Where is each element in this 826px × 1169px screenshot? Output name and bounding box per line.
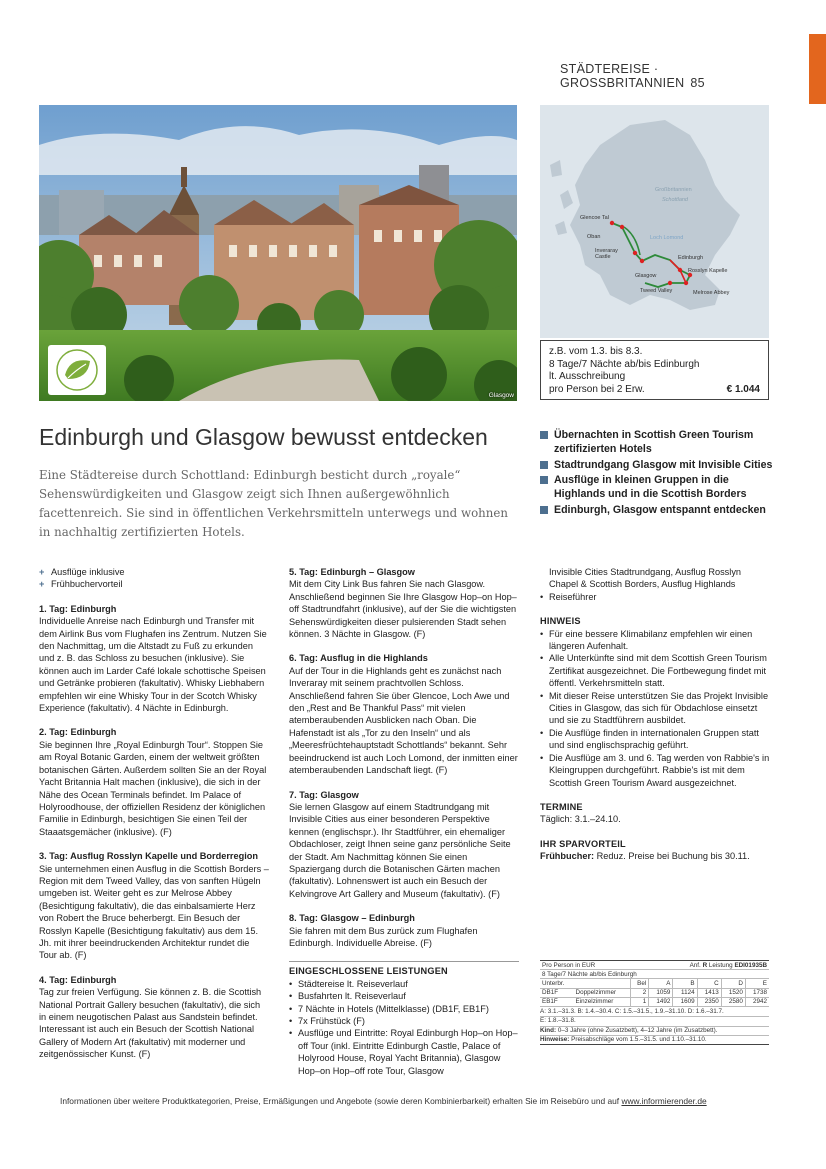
map-label-place: Inveraray Castle <box>595 248 618 260</box>
day-block <box>39 974 269 1061</box>
day-title: 5. Tag: Edinburgh – Glasgow <box>289 567 415 577</box>
included-item-continued: Invisible Cities Stadtrundgang, Ausflug Rosslyn Chapel & Scottish Borders, Ausflug Highlands <box>549 567 742 590</box>
sparvorteil-title: IHR SPARVORTEIL <box>540 838 626 849</box>
day-text: Tag zur freien Verfügung. Sie können z. B. die Scottish National Portrait Gallery besuchen (fakultativ), die sich in einem neugotischen Palast aus Sandstein befindet. Interessant ist auch ein Besuch der Scottish National Gallery of Modern Art (fakultativ) mit moderner und zeitgenössischer Kunst. (F) <box>39 987 262 1060</box>
price-duration: 8 Tage/7 Nächte ab/bis Edinburgh <box>549 358 700 370</box>
itinerary-column-2: 5. Tag: Edinburgh – Glasgow Mit dem City Link Bus fahren Sie nach Glasgow. Anschließend beginnen Sie Ihre Glasgow Hop–on Hop–off Stadtrundfahrt (inklusive), auf der Sie die wichtigsten Sehenswürdigkeiten dieser pulsierenden Stadt sehen können. 3 Nächte in Glasgow. (F) 6. Tag: Ausflug in die Highlands Auf der Tour in die Highlands geht es zunächst nach Inveraray mit seinem prachtvollen Schloss. Anschließend fahren Sie über Glencoe, Loch Awe und den „Rest and Be Thankful Pass“ mit vielen atemberaubenden Ausblicken nach Oban. Die Hafenstadt ist als „Tor zu den Inseln“ und als „Meeresfrüchtehauptstadt Schottlands“ bekannt. Sehr beeindruckend ist auch Loch Lomond, der inmitten einer atemberaubenden Landschaft liegt. (F) 7. Tag: Glasgow Sie lernen Glasgow auf einem Stadtrundgang mit Invisible Cities aus einer besonderen Perspektive kennen (englischspr.). Ihr Stadtführer, ein ehemaliger Obdachloser, zeigt Ihnen seine ganz persönliche Seite der Stadt. Am Nachmittag können Sie einen Spaziergang durch die Botanischen Gärten machen (fakultativ). Lohnenswert ist auch ein Besuch der Kelvingrove Art Gallery and Museum (fakultativ). (F) 8. Tag: Glasgow – Edinburgh Sie fahren mit dem Bus zurück zum Flughafen Edinburgh. Individuelle Abreise. (F) EINGESCHLOSSENE LEISTUNGEN • Städtereise lt. Reiseverlauf • Busfahrten lt. Reiseverlauf • 7 Nächte in Hotels (Mittelklasse) (DB1F, EB1F) • 7x Frühstück (F) • Ausflüge und Eintritte: Royal Edinburgh Hop–on Hop–off Tour (inkl. Eintritte Edinburgh Castle, Palace of Holyrood House, Royal Yacht Britannia), Glasgow Hop–on Hop–off rote Tour, Glasgow <box>289 567 518 1076</box>
day-block <box>39 603 269 715</box>
extra-item: Frühbuchervorteil <box>51 579 123 590</box>
table-row: DB1F Doppelzimmer 2 1059 1124 1413 1520 1738 <box>542 989 767 997</box>
table-subtitle: 8 Tage/7 Nächte ab/bis Edinburgh <box>540 970 769 979</box>
highlight-item: Edinburgh, Glasgow entspannt entdecken <box>540 503 780 517</box>
green-tourism-leaf-icon <box>48 345 106 395</box>
day-text: Individuelle Anreise nach Edinburgh und Transfer mit dem Airlink Bus vom Flughafen ins Zentrum. Nutzen Sie den Nachmittag, um die Altstadt zu Fuß zu erkunden und z. B. das Schloss zu besuchen (inklusive). Sie können auch im Larder Café lokale schottische Speisen und Getränke probieren (fakultativ). Whisky Liebhabern empfehlen wir eine Whisky Tour in der Scotch Whisky Experience (fakultativ). 4 Nächte in Edinburgh. <box>39 616 267 714</box>
extra-item: Ausflüge inklusive <box>51 567 125 577</box>
map-label-place: Rosslyn Kapelle <box>688 268 728 274</box>
itinerary-column-1 <box>39 566 269 1073</box>
included-item: 7x Frühstück (F) <box>298 1016 365 1026</box>
map-label-place: Glencoe Tal <box>580 215 609 221</box>
page-number: 85 <box>690 76 705 90</box>
price-value: € 1.044 <box>726 383 760 395</box>
included-item: Reiseführer <box>549 591 597 602</box>
day-text: Sie beginnen Ihre „Royal Edinburgh Tour“. Stoppen Sie am Royal Botanic Garden, einem der weltweit größten botanischen Gärten. Außerdem sollten Sie an der Royal Yacht Britannia Halt machen (inklusive), die sich in der Nähe des Ocean Terminals befindet. Im Palace of Holyroodhouse, der offiziellen Residenz der königlichen Familie in Edinburgh, besichtigen Sie einen Teil der Staaatsgemächer (inklusive). (F) <box>39 739 267 837</box>
table-row: EB1F Einzelzimmer 1 1492 1609 2350 2580 2942 <box>542 998 767 1006</box>
sparvorteil-label: Frühbucher: <box>540 851 595 862</box>
day-title: 7. Tag: Glasgow <box>289 789 359 800</box>
price-box <box>540 340 769 400</box>
table-head-right: Anf. R Leistung EDI01935B <box>649 961 769 970</box>
included-item: Busfahrten lt. Reiseverlauf <box>298 991 406 1002</box>
city-illustration <box>39 105 517 401</box>
info-column: Invisible Cities Stadtrundgang, Ausflug Rosslyn Chapel & Scottish Borders, Ausflug Highlands • Reiseführer HINWEIS • Für eine bessere Klimabilanz empfehlen wir einen längeren Aufenhalt. • Alle Unterkünfte sind mit dem Scottish Green Tourism Zertifikat ausgezeichnet. Die Fortbewegung findet mit öffentl. Verkehrsmitteln statt. • Mit dieser Reise unterstützen Sie das Projekt Invisible Cities in Glasgow, das sich für Obdachlose einsetzt und sie zu Stadtführern ausbildet. • Die Ausflüge finden in internationalen Gruppen statt und sind englischsprachig geführt. • Die Ausflüge am 3. und 6. Tag werden von Rabbie's in Kleingruppen durchgeführt. Rabbie's ist mit dem Scottish Green Tourism Award ausgezeichnet. TERMINE Täglich: 3.1.–24.10. IHR SPARVORTEIL Frühbucher: Reduz. Preise bei Buchung bis 30.11. <box>540 567 770 862</box>
hinweis-title: HINWEIS <box>540 616 581 627</box>
price-table <box>540 960 769 1045</box>
included-item: Städtereise lt. Reiseverlauf <box>298 978 408 989</box>
hinweis-item: Mit dieser Reise unterstützen Sie das Projekt Invisible Cities in Glasgow, das sich für Obdachlose einsetzt und sie zu Stadtführern ausbildet. <box>549 690 769 726</box>
glasgow-photo <box>39 105 517 401</box>
hinweis-item: Alle Unterkünfte sind mit dem Scottish Green Tourism Zertifikat ausgezeichnet. Die Fortbewegung findet mit öffentl. Verkehrsmitteln statt. <box>549 653 767 689</box>
day-title: 2. Tag: Edinburgh <box>39 727 117 738</box>
day-title: 1. Tag: Edinburgh <box>39 603 117 614</box>
day-text: Mit dem City Link Bus fahren Sie nach Glasgow. Anschließend beginnen Sie Ihre Glasgow Hop–on Hop–off Stadtrundfahrt (inklusive), auf der Sie die wichtigsten Sehenswürdigkeiten dieser pulsierenden Stadt sehen können. 3 Nächte in Glasgow. (F) <box>289 579 517 640</box>
termine-title: TERMINE <box>540 801 583 812</box>
page-header <box>560 62 800 90</box>
intro-text: Eine Städtereise durch Schottland: Edinburgh besticht durch „royale“ Sehenswürdigkeiten und Glasgow zeigt sich Ihnen außergewöhnlich facettenreich. Sie sind in öffentlichen Verkehrsmitteln unterwegs und wohnen in nachhaltig zertifizierten Hotels. <box>39 468 508 539</box>
footer <box>60 1096 770 1106</box>
plus-icon: + <box>39 567 45 577</box>
termine-text: Täglich: 3.1.–24.10. <box>540 814 621 825</box>
day-block <box>289 912 519 949</box>
day-text: Auf der Tour in die Highlands geht es zunächst nach Inveraray mit seinem prachtvollen Schloss. Anschließend fahren Sie über Glencoe, Loch Awe und den „Rest and Be Thankful Pass“ mit vielen atemberaubenden Ausblicken nach Oban. Die Hafenstadt ist als „Tor zu den Inseln“ und als „Meeresfrüchtehauptstadt Schottlands“ bekannt. Sehr beeindruckend ist auch Loch Lomond, der inmitten einer atemberaubenden Landschaft liegt. (F) <box>289 665 518 776</box>
plus-icon: + <box>39 579 45 590</box>
map-label-place: Tweed Valley <box>640 288 673 294</box>
highlights-list <box>540 428 780 518</box>
route-map <box>540 105 769 338</box>
sparvorteil-text: Reduz. Preise bei Buchung bis 30.11. <box>594 851 750 862</box>
table-hinweis-note: Hinweise: Preisabschläge vom 1.5.–31.5. und 1.10.–31.10. <box>540 1036 769 1045</box>
highlight-item: Übernachten in Scottish Green Tourism zertifizierten Hotels <box>540 428 780 456</box>
day-text: Sie unternehmen einen Ausflug in die Scottish Borders – Region mit dem Tweed Valley, das von sanften Hügeln umgeben ist. Weiter geht es zur Melrose Abbey (Besichtigung fakultativ), die das einbalsamierte Herz von Robert the Bruce beherbergt. Ein Besuch der Rosslyn Kapelle (Besichtigung fakultativ) aus dem 15. Jh. mit ihrer beeindruckenden Architektur rundet die Tour ab. (F) <box>39 863 269 961</box>
photo-credit: Glasgow <box>488 392 514 399</box>
table-header-row: Unterbr. Bel A B C D E <box>542 979 767 987</box>
scotland-map-graphic <box>540 105 769 338</box>
price-date: z.B. vom 1.3. bis 8.3. <box>549 346 643 357</box>
day-block <box>289 566 519 640</box>
day-block <box>289 789 519 901</box>
map-label-place: Melrose Abbey <box>693 290 730 296</box>
highlight-item: Stadtrundgang Glasgow mit Invisible Cities <box>540 458 780 472</box>
map-label-country: Schottland <box>662 197 688 203</box>
day-block <box>289 652 519 776</box>
map-label-place: Edinburgh <box>678 255 704 261</box>
included-item: 7 Nächte in Hotels (Mittelklasse) (DB1F, EB1F) <box>298 1003 489 1014</box>
green-tourism-badge <box>48 345 106 395</box>
hinweis-item: Für eine bessere Klimabilanz empfehlen wir einen längeren Aufenhalt. <box>549 628 753 652</box>
price-basis: lt. Ausschreibung <box>549 371 626 382</box>
day-text: Sie lernen Glasgow auf einem Stadtrundgang mit Invisible Cities aus einer besonderen Perspektive kennen (englischspr.). Ihr Stadtführer, ein ehemaliger Obdachloser, zeigt Ihnen seine ganz persönliche Seite der Stadt. Am Nachmittag können Sie einen Spaziergang durch die Botanischen Gärten machen (fakultativ). Lohnenswert ist auch ein Besuch der Kelvingrove Art Gallery and Museum (fakultativ). (F) <box>289 801 511 899</box>
day-title: 3. Tag: Ausflug Rosslyn Kapelle und Borderregion <box>39 851 258 862</box>
highlight-item: Ausflüge in kleinen Gruppen in die Highlands und in die Scottish Borders <box>540 473 780 501</box>
map-label-water: Loch Lomond <box>650 235 684 241</box>
table-head-left: Pro Person in EUR <box>540 961 649 970</box>
map-label-region: Großbritannien <box>655 187 692 193</box>
day-title: 6. Tag: Ausflug in die Highlands <box>289 653 428 664</box>
table-seasons: A: 3.1.–31.3. B: 1.4.–30.4. C: 1.5.–31.5., 1.9.–31.10. D: 1.6.–31.7. <box>540 1008 769 1017</box>
hinweis-item: Die Ausflüge am 3. und 6. Tag werden von Rabbie's in Kleingruppen durchgeführt. Rabbie's ist mit dem Scottish Green Tourism Award ausgezeichnet. <box>549 752 770 788</box>
day-title: 8. Tag: Glasgow – Edinburgh <box>289 913 415 924</box>
map-label-place: Oban <box>587 234 601 240</box>
section-tab <box>809 34 826 104</box>
price-per-person: pro Person bei 2 Erw. <box>549 383 645 395</box>
day-block <box>39 850 269 962</box>
included-title: EINGESCHLOSSENE LEISTUNGEN <box>289 961 519 977</box>
day-block <box>39 726 269 838</box>
page-title: Edinburgh und Glasgow bewusst entdecken <box>39 424 488 450</box>
hinweis-item: Die Ausflüge finden in internationalen Gruppen statt und sind englischsprachig geführt. <box>549 727 759 751</box>
footer-text: Informationen über weitere Produktkategorien, Preise, Ermäßigungen und Angebote (sowie deren Kombinierbarkeit) erhalten Sie im Reisebüro und auf <box>60 1096 622 1106</box>
section-title: STÄDTEREISE · GROSSBRITANNIEN <box>560 62 685 90</box>
included-item-excursions: Ausflüge und Eintritte: Royal Edinburgh Hop–on Hop–off Tour (inkl. Eintritte Edinburgh Castle, Palace of Holyrood House, Royal Yacht Britannia), Glasgow Hop–on Hop–off rote Tour, Glasgow <box>298 1028 518 1076</box>
day-title: 4. Tag: Edinburgh <box>39 974 117 985</box>
table-kind-note: Kind: 0–3 Jahre (ohne Zusatzbett), 4–12 Jahre (im Zusatzbett). <box>540 1027 769 1036</box>
day-text: Sie fahren mit dem Bus zurück zum Flughafen Edinburgh. Individuelle Abreise. (F) <box>289 925 478 948</box>
map-label-place: Glasgow <box>635 273 657 279</box>
footer-link[interactable]: www.informierender.de <box>621 1096 707 1106</box>
table-seasons-2: E: 1.8.–31.8. <box>540 1017 769 1026</box>
